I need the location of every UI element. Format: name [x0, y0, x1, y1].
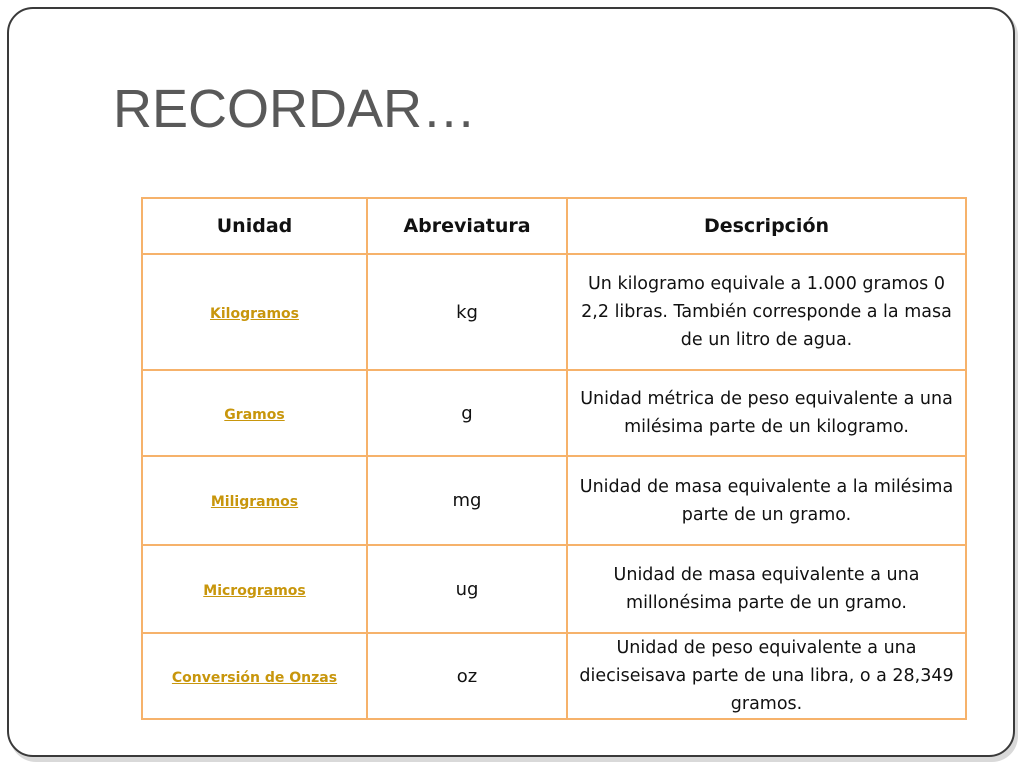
unit-cell — [142, 545, 367, 633]
unit-cell — [142, 370, 367, 456]
header-description: Descripción — [567, 198, 966, 254]
header-abbreviation: Abreviatura — [367, 198, 567, 254]
description-cell: Unidad de masa equivalente a una millonésima parte de un gramo. — [567, 545, 966, 633]
description-cell: Unidad métrica de peso equivalente a una milésima parte de un kilogramo. — [567, 370, 966, 456]
description-cell: Un kilogramo equivale a 1.000 gramos 0 2,2 libras. También corresponde a la masa de un litro de agua. — [567, 254, 966, 370]
unit-link-kilogramos[interactable]: Kilogramos — [210, 305, 299, 322]
unit-cell — [142, 254, 367, 370]
units-table — [141, 197, 967, 720]
unit-link-microgramos[interactable]: Microgramos — [203, 582, 306, 599]
unit-cell — [142, 456, 367, 545]
unit-cell — [142, 633, 367, 719]
abbreviation-cell: ug — [367, 545, 567, 633]
abbreviation-cell: mg — [367, 456, 567, 545]
table-row — [142, 254, 966, 370]
unit-link-conversion-onzas[interactable]: Conversión de Onzas — [171, 669, 338, 686]
unit-link-gramos[interactable]: Gramos — [224, 406, 285, 423]
table-row — [142, 370, 966, 456]
description-cell: Unidad de masa equivalente a la milésima parte de un gramo. — [567, 456, 966, 545]
abbreviation-cell: kg — [367, 254, 567, 370]
table-row — [142, 633, 966, 719]
abbreviation-cell: oz — [367, 633, 567, 719]
table-row — [142, 456, 966, 545]
unit-link-miligramos[interactable]: Miligramos — [210, 494, 299, 510]
table-row — [142, 545, 966, 633]
abbreviation-cell: g — [367, 370, 567, 456]
slide-title: RECORDAR… — [113, 79, 477, 139]
description-cell: Unidad de peso equivalente a una dieciseisava parte de una libra, o a 28,349 gramos. — [567, 633, 966, 719]
table-header-row — [142, 198, 966, 254]
header-unit: Unidad — [142, 198, 367, 254]
